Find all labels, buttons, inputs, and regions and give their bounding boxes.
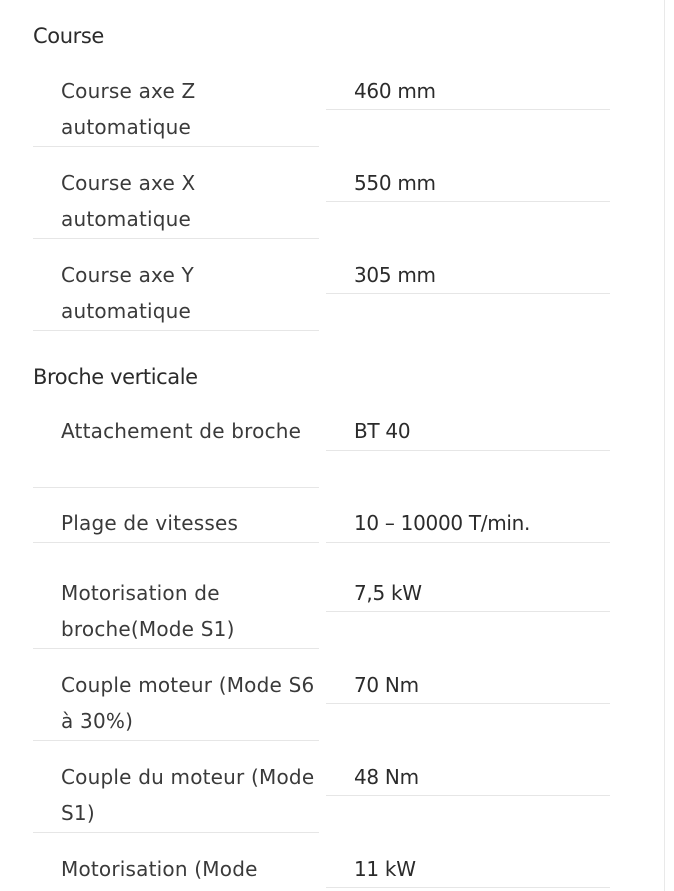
page-divider [664,0,665,891]
label-divider [33,146,319,147]
spec-label-motorisation: Motorisation (Mode [61,857,258,881]
spec-label-course-y: Course axe Y automatique [61,263,194,323]
label-divider [33,487,319,488]
spec-label-attachement: Attachement de broche [61,419,302,443]
spec-value-motorisation-broche: 7,5 kW [354,581,422,605]
spec-value-motorisation: 11 kW [354,857,416,881]
value-divider [326,109,610,110]
label-divider [33,740,319,741]
section-title-broche-verticale: Broche verticale [33,365,198,389]
spec-value-course-z: 460 mm [354,79,436,103]
section-title-course: Course [33,24,104,48]
value-divider [326,795,610,796]
value-divider [326,611,610,612]
label-divider [33,832,319,833]
spec-label-plage-vitesses: Plage de vitesses [61,511,239,535]
spec-value-couple-s1: 48 Nm [354,765,419,789]
spec-value-course-y: 305 mm [354,263,436,287]
spec-value-attachement: BT 40 [354,419,411,443]
value-divider [326,887,610,888]
label-divider [33,648,319,649]
spec-label-course-z: Course axe Z automatique [61,79,196,139]
label-divider [33,542,319,543]
spec-label-motorisation-broche: Motorisation de broche(Mode S1) [61,581,235,641]
spec-value-course-x: 550 mm [354,171,436,195]
value-divider [326,293,610,294]
label-divider [33,330,319,331]
spec-label-course-x: Course axe X automatique [61,171,196,231]
spec-value-couple-s6: 70 Nm [354,673,419,697]
label-divider [33,238,319,239]
spec-label-couple-s1: Couple du moteur (Mode S1) [61,765,315,825]
spec-value-plage-vitesses: 10 – 10000 T/min. [354,511,531,535]
value-divider [326,201,610,202]
value-divider [326,450,610,451]
value-divider [326,542,610,543]
spec-label-couple-s6: Couple moteur (Mode S6 à 30%) [61,673,315,733]
value-divider [326,703,610,704]
